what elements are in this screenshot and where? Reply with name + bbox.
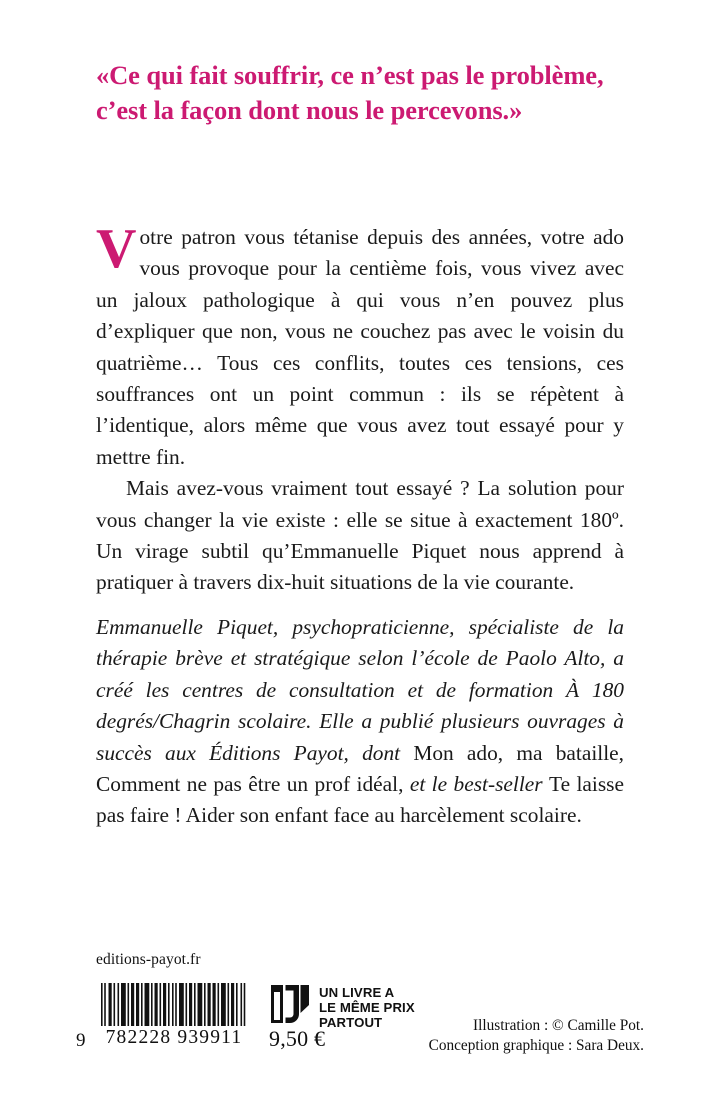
single-price-line-3: PARTOUT <box>319 1015 383 1031</box>
author-bio-italic-1: Emmanuelle Piquet, psychopraticienne, spécialiste de la thérapie brève et stratégique selon l’école de Paolo Alto, a créé les centres de consultation et de formation À 180 degrés/Chagrin scolaire. Elle a publié plusieurs ouvrages à succès aux Éditions Payot, dont <box>96 615 624 765</box>
single-price-line-2: LE MÊME PRIX <box>319 1000 415 1016</box>
price-label: 9,50 € <box>269 1026 326 1051</box>
isbn-barcode <box>74 983 254 1051</box>
blurb-paragraph-1-text: otre patron vous tétanise depuis des années, votre ado vous provoque pour la centième fois, vous vivez avec un jaloux pathologique à qui vous n’en pouvez plus d’expliquer que non, vous ne couchez pas avec le voisin du quatrième… Tous ces conflits, toutes ces tensions, ces souffrances ont un point commun : ils se répètent à l’identique, alors même que vous avez tout essayé pour y mettre fin. <box>96 225 624 469</box>
author-bio-paragraph <box>96 612 624 832</box>
author-bio-roman-1: Mon ado, ma bataille, Comment ne pas être un prof idéal, <box>96 740 624 797</box>
credit-illustration: Illustration : © Camille Pot. <box>473 1017 644 1034</box>
pull-quote-line-1: «Ce qui fait souffrir, ce n’est pas le problème, <box>96 60 604 90</box>
credit-design: Conception graphique : Sara Deux. <box>428 1036 644 1054</box>
barcode-digits-row <box>74 1026 254 1050</box>
pull-quote-line-2: c’est la façon dont nous le percevons.» <box>96 95 523 126</box>
barcode-number: 782228 939911 <box>98 1026 250 1049</box>
single-price-line-1: UN LIVRE A <box>319 985 395 1000</box>
author-bio <box>96 612 624 832</box>
author-bio-roman-2: Te laisse pas faire ! Aider son enfant face au harcèlement scolaire. <box>96 772 624 828</box>
open-book-logo-icon <box>269 983 311 1025</box>
barcode-lead-digit: 9 <box>76 1030 86 1051</box>
author-bio-italic-2: et le best-seller <box>403 772 550 797</box>
publisher-website[interactable]: editions-payot.fr <box>96 951 201 968</box>
blurb-paragraph-2: Mais avez-vous vraiment tout essayé ? La solution pour vous changer la vie existe : elle se situe à exactement 180º. Un virage subtil qu’Emmanuelle Piquet nous apprend à pratiquer à travers dix-huit situations de la vie courante. <box>96 476 624 595</box>
cover-credits <box>429 1016 644 1055</box>
blurb-paragraph-1 <box>96 218 624 473</box>
single-price-law-text <box>319 983 415 1031</box>
pull-quote <box>96 58 644 128</box>
drop-cap-letter: V <box>96 218 137 280</box>
blurb-body <box>96 218 624 599</box>
